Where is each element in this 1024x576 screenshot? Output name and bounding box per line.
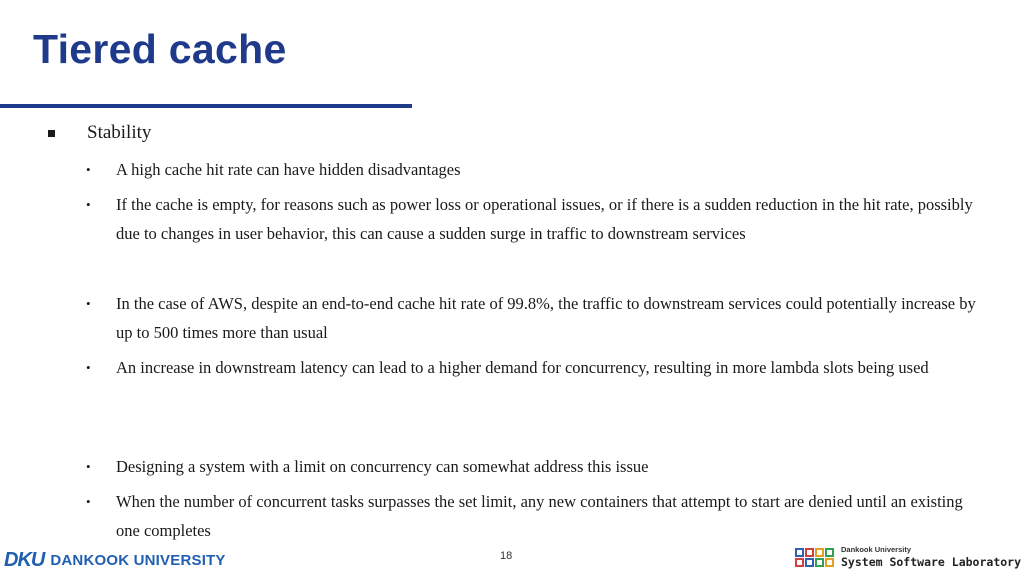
heading-text: Stability [87,122,152,143]
lab-grid-icon [795,548,834,567]
title-underline [0,104,412,108]
bullet-text: Designing a system with a limit on concurrency can somewhat address this issue [116,457,649,476]
bullet-text: A high cache hit rate can have hidden disadvantages [116,160,461,179]
bullet-text: If the cache is empty, for reasons such as power loss or operational issues, or if there is a sudden reduction in the hit rate, possibly due to changes in user behavior, this can cause a sudden surge in traffic to downstream services [116,195,973,243]
slide-title: Tiered cache [33,26,287,72]
bullet-dot-icon: • [86,162,91,177]
university-logo [4,549,226,571]
bullet-dot-icon: • [86,459,91,474]
bullet-text: An increase in downstream latency can lead to a higher demand for concurrency, resulting in more lambda slots being used [116,358,929,377]
lab-logo [795,546,1021,568]
bullet-dot-icon: • [86,296,91,311]
heading-stability [48,122,151,144]
lab-affiliation: Dankook University [841,545,912,554]
lab-text [841,546,1021,568]
bullet-dot-icon: • [86,360,91,375]
bullet-dot-icon: • [86,197,91,212]
bullet-text: When the number of concurrent tasks surpasses the set limit, any new containers that attempt to start are denied until an existing one completes [116,492,963,540]
lab-name: System Software Laboratory [841,554,1022,569]
bullet-dot-icon: • [86,494,91,509]
page-number: 18 [500,550,513,562]
square-bullet-icon [48,130,55,137]
dku-logo-mark: DKU [4,548,45,571]
university-name: DANKOOK UNIVERSITY [50,551,226,569]
bullet-text: In the case of AWS, despite an end-to-end cache hit rate of 99.8%, the traffic to downstream services could potentially increase by up to 500 times more than usual [116,294,976,342]
